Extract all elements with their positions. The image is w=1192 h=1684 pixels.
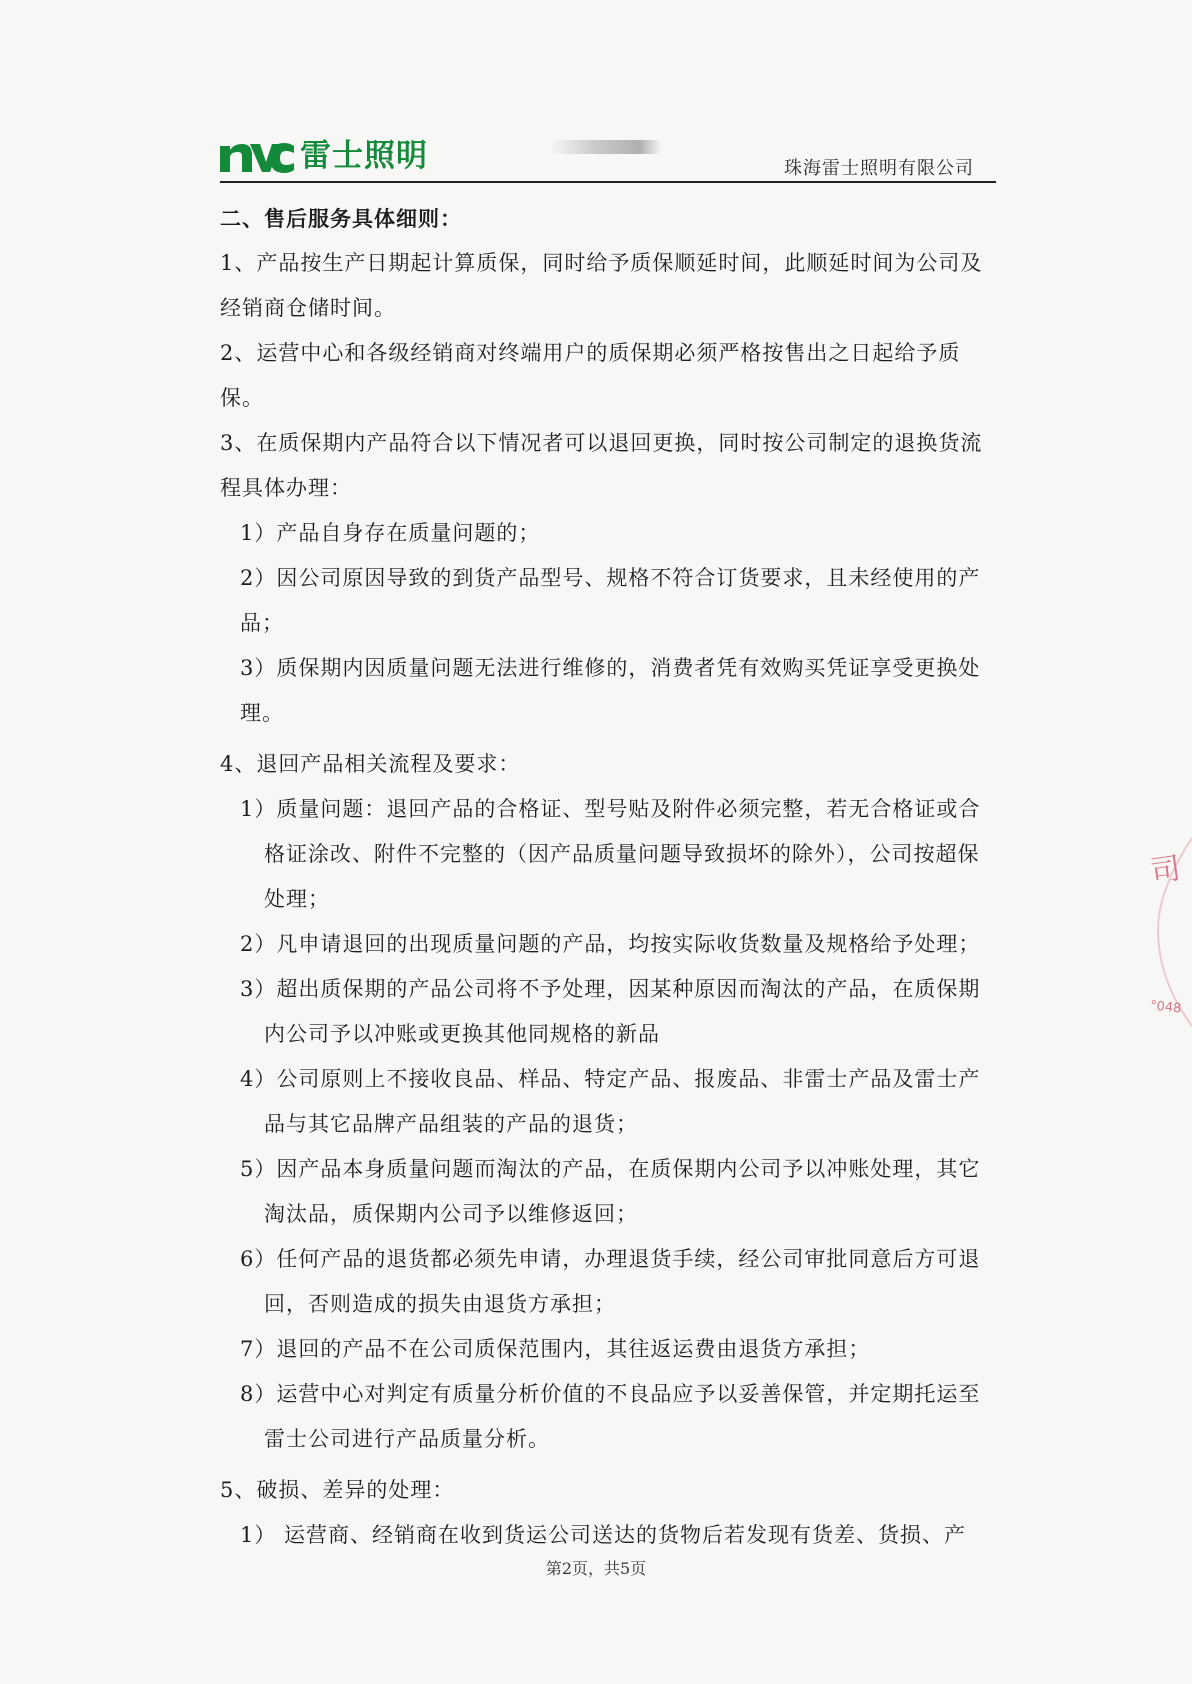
company-name: 珠海雷士照明有限公司 — [784, 158, 974, 179]
redaction-smudge — [550, 140, 662, 154]
document-body — [220, 196, 998, 1558]
section-heading: 二、售后服务具体细则： — [220, 206, 462, 231]
sub-item-4-3: 3）超出质保期的产品公司将不予处理，因某种原因而淘汰的产品，在质保期内公司予以冲账或更换其他同规格的新品 — [240, 977, 981, 1046]
sub-item-3-1: 1）产品自身存在质量问题的； — [240, 521, 541, 545]
paragraph-3: 3、在质保期内产品符合以下情况者可以退回更换，同时按公司制定的退换货流程具体办理： — [220, 431, 983, 500]
sub-item-3-2: 2）因公司原因导致的到货产品型号、规格不符合订货要求，且未经使用的产品； — [240, 566, 981, 635]
sub-item-4-2: 2）凡申请退回的出现质量问题的产品，均按实际收货数量及规格给予处理； — [240, 932, 981, 956]
sub-item-4-5: 5）因产品本身质量问题而淘汰的产品，在质保期内公司予以冲账处理，其它淘汰品，质保期内公司予以维修返回； — [240, 1157, 981, 1226]
sub-item-4-8: 8）运营中心对判定有质量分析价值的不良品应予以妥善保管，并定期托运至雷士公司进行产品质量分析。 — [240, 1382, 981, 1451]
page-number: 第2页，共5页 — [545, 1559, 647, 1578]
seal-fragment-1: 司 — [1148, 851, 1183, 890]
sub-item-5-1: 1） 运营商、经销商在收到货运公司送达的货物后若发现有货差、货损、产 — [240, 1523, 967, 1547]
paragraph-5: 5、破损、差异的处理： — [220, 1478, 455, 1502]
seal-fragment-2: °048 — [1149, 998, 1183, 1017]
paragraph-1: 1、产品按生产日期起计算质保，同时给予质保顺延时间，此顺延时间为公司及经销商仓储时间。 — [220, 251, 983, 320]
header-divider — [220, 181, 996, 183]
sub-item-3-3: 3）质保期内因质量问题无法进行维修的，消费者凭有效购买凭证享受更换处理。 — [240, 656, 981, 725]
sub-item-4-4: 4）公司原则上不接收良品、样品、特定产品、报废品、非雷士产品及雷士产品与其它品牌产品组装的产品的退货； — [240, 1067, 981, 1136]
nvc-logo-mark — [220, 138, 294, 174]
page-header — [220, 136, 996, 182]
seal-arc — [1148, 830, 1192, 1030]
paragraph-4: 4、退回产品相关流程及要求： — [220, 752, 521, 776]
brand-name: 雷士照明 — [300, 138, 428, 174]
company-logo — [220, 136, 428, 176]
sub-item-4-6: 6）任何产品的退货都必须先申请，办理退货手续，经公司审批同意后方可退回，否则造成的损失由退货方承担； — [240, 1247, 981, 1316]
paragraph-2: 2、运营中心和各级经销商对终端用户的质保期必须严格按售出之日起给予质保。 — [220, 341, 961, 410]
sub-item-4-7: 7）退回的产品不在公司质保范围内，其往返运费由退货方承担； — [240, 1337, 871, 1361]
sub-item-4-1: 1）质量问题：退回产品的合格证、型号贴及附件必须完整，若无合格证或合格证涂改、附件不完整的（因产品质量问题导致损坏的除外），公司按超保处理； — [240, 797, 981, 911]
